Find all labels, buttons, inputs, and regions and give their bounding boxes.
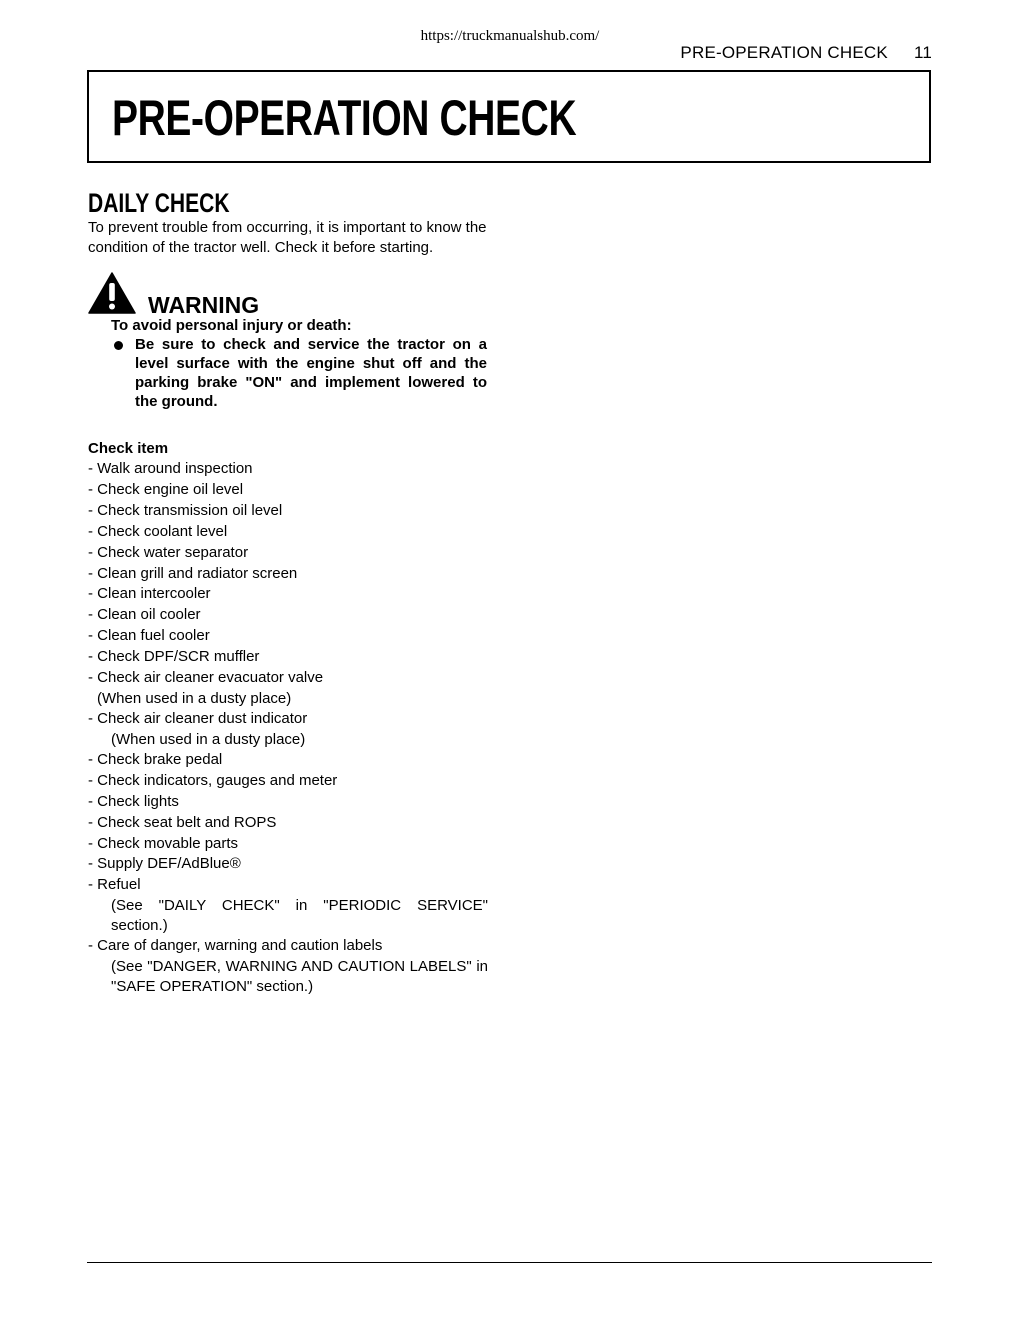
list-item-note: (See "DAILY CHECK" in "PERIODIC SERVICE" section.) [111, 897, 488, 935]
list-item: - Check engine oil level [88, 480, 244, 498]
list-item: - Clean grill and radiator screen [88, 564, 298, 582]
list-item: - Check indicators, gauges and meter [88, 771, 338, 789]
list-item: - Care of danger, warning and caution labels [88, 937, 383, 955]
list-item: - Walk around inspection [88, 460, 253, 477]
section-heading: DAILY CHECK [88, 188, 230, 218]
list-item: - Check seat belt and ROPS [88, 813, 277, 831]
list-item: - Clean oil cooler [88, 606, 201, 624]
list-item: - Check coolant level [88, 522, 228, 540]
check-item-heading: Check item [88, 440, 169, 457]
list-item: - Check lights [88, 792, 179, 810]
list-item-note: (See "DANGER, WARNING AND CAUTION LABELS" in "SAFE OPERATION" section.) [111, 958, 488, 996]
list-item-note: (When used in a dusty place) [111, 730, 306, 748]
chapter-title-box [87, 70, 931, 163]
list-item: - Check air cleaner evacuator valve [88, 669, 324, 687]
warning-subtitle: To avoid personal injury or death: [111, 317, 352, 334]
list-item: - Supply DEF/AdBlue® [88, 855, 241, 873]
intro-paragraph: To prevent trouble from occurring, it is important to know the condition of the tractor well. Check it before starting. [88, 219, 487, 256]
list-item: - Clean intercooler [88, 585, 211, 603]
source-url: https://truckmanualshub.com/ [420, 28, 600, 44]
list-item: - Check movable parts [88, 834, 239, 852]
warning-label: WARNING [148, 292, 260, 318]
list-item: - Check transmission oil level [88, 501, 283, 519]
warning-block [88, 272, 488, 418]
list-item: - Check air cleaner dust indicator [88, 709, 308, 727]
main-content [88, 188, 488, 997]
footer-rule [87, 1262, 932, 1263]
check-item-list [88, 459, 488, 997]
list-item: - Check brake pedal [88, 750, 223, 768]
list-item: - Refuel [88, 876, 141, 894]
warning-bullet [111, 335, 487, 411]
warning-bullet-text: Be sure to check and service the tractor on a level surface with the engine shut off and the parking brake "ON" and implement lowered to the ground. [135, 336, 487, 410]
list-item: - Clean fuel cooler [88, 627, 210, 645]
list-item: - Check water separator [88, 543, 249, 561]
warning-triangle-icon [88, 272, 136, 314]
chapter-title: PRE-OPERATION CHECK [112, 90, 577, 146]
page-number: 11 [913, 43, 932, 62]
list-item-note: (When used in a dusty place) [97, 689, 292, 707]
list-item: - Check DPF/SCR muffler [88, 648, 260, 666]
running-header [680, 43, 932, 63]
running-header-section: PRE-OPERATION CHECK [680, 43, 888, 62]
bullet-dot [114, 341, 123, 350]
